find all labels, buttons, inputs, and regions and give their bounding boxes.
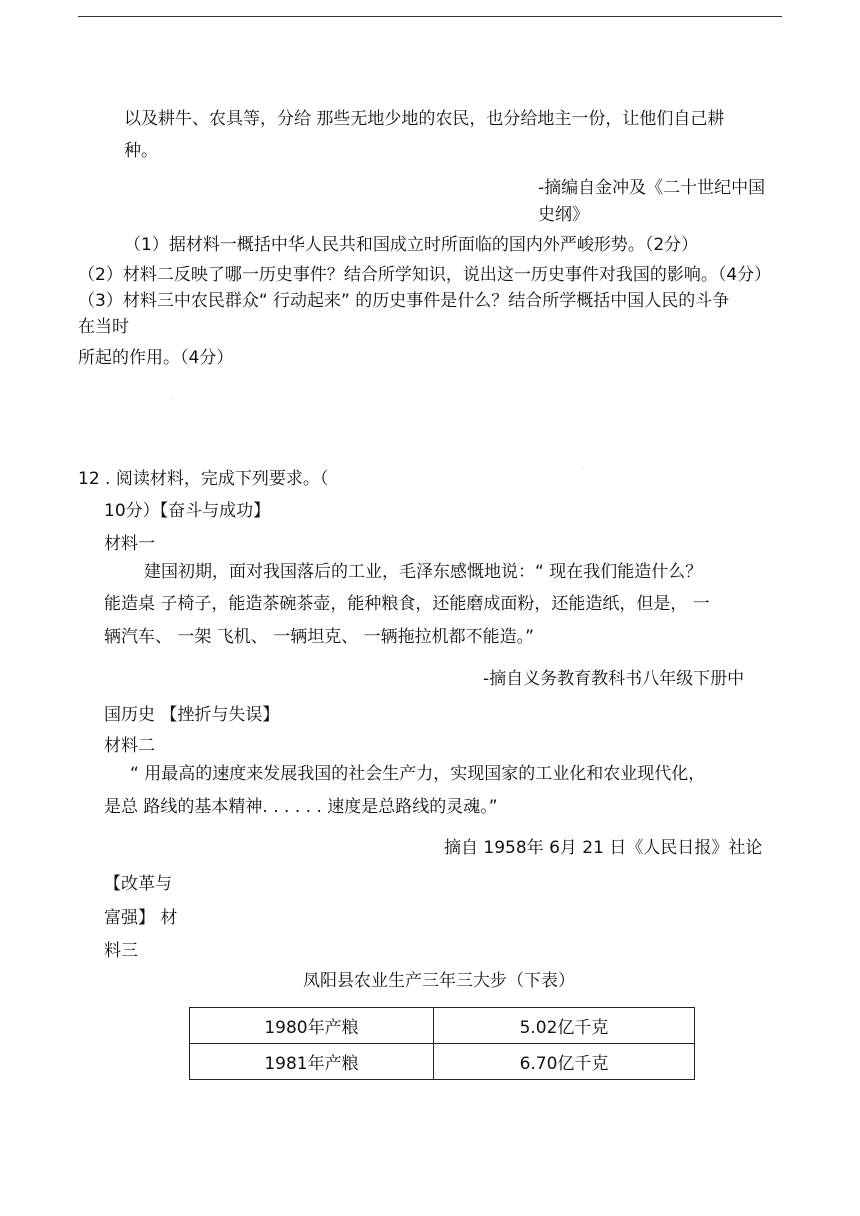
material-3-tag: 【改革与 bbox=[104, 874, 172, 894]
question-11-3-cont: 在当时 bbox=[78, 317, 129, 337]
material-1-text: 能造桌 子椅子，能造茶碗茶壶，能种粮食，还能磨成面粉，还能造纸，但是， 一 bbox=[104, 594, 710, 614]
grain-output-table bbox=[189, 1007, 695, 1080]
question-11-3-cont: 所起的作用。（4分） bbox=[78, 348, 234, 368]
question-12-header: 12 . 阅读材料，完成下列要求。（ bbox=[78, 469, 329, 489]
material-text-line: 以及耕牛、农具等，分给 那些无地少地的农民，也分给地主一份，让他们自己耕 bbox=[124, 109, 725, 129]
material-1-source: -摘自义务教育教科书八年级下册中 bbox=[483, 669, 745, 689]
table-row bbox=[190, 1008, 695, 1044]
table-cell-year: 1980年产粮 bbox=[190, 1008, 434, 1044]
table-title: 凤阳县农业生产三年三大步（下表） bbox=[303, 971, 575, 991]
question-11-3: （3）材料三中农民群众“ 行动起来” 的历史事件是什么？结合所学概括中国人民的斗争 bbox=[78, 291, 730, 311]
scan-speck bbox=[581, 468, 582, 469]
material-1-text: 建国初期，面对我国落后的工业，毛泽东感慨地说：“ 现在我们能造什么？ bbox=[144, 562, 703, 582]
material-source: -摘编自金冲及《二十世纪中国 bbox=[538, 178, 766, 198]
material-1-source-cont: 国历史 【挫折与失误】 bbox=[104, 705, 280, 725]
material-2-label: 材料二 bbox=[104, 736, 155, 756]
table-cell-year: 1981年产粮 bbox=[190, 1044, 434, 1080]
material-source: 史纲》 bbox=[538, 205, 589, 225]
scan-speck bbox=[172, 397, 173, 398]
material-2-source: 摘自 1958年 6月 21 日《人民日报》社论 bbox=[444, 838, 763, 858]
material-1-text: 辆汽车、 一架 飞机、 一辆坦克、 一辆拖拉机都不能造。” bbox=[104, 627, 534, 647]
material-text-line: 种。 bbox=[124, 141, 158, 161]
material-2-text: 是总 路线的基本精神. . . . . . 速度是总路线的灵魂。” bbox=[104, 797, 498, 817]
material-3-tag: 富强】 材 bbox=[104, 908, 178, 928]
material-1-label: 材料一 bbox=[104, 534, 155, 554]
table-cell-amount: 6.70亿千克 bbox=[434, 1044, 695, 1080]
question-12-header-cont: 10分）【奋斗与成功】 bbox=[104, 501, 271, 521]
header-rule bbox=[78, 16, 782, 17]
question-11-1: （1）据材料一概括中华人民共和国成立时所面临的国内外严峻形势。（2分） bbox=[124, 235, 699, 255]
material-3-label: 料三 bbox=[104, 941, 138, 961]
table-cell-amount: 5.02亿千克 bbox=[434, 1008, 695, 1044]
table-row bbox=[190, 1044, 695, 1080]
question-11-2: （2）材料二反映了哪一历史事件？结合所学知识，说出这一历史事件对我国的影响。（4分） bbox=[78, 265, 772, 285]
material-2-text: “ 用最高的速度来发展我国的社会生产力，实现国家的工业化和农业现代化， bbox=[130, 764, 706, 784]
